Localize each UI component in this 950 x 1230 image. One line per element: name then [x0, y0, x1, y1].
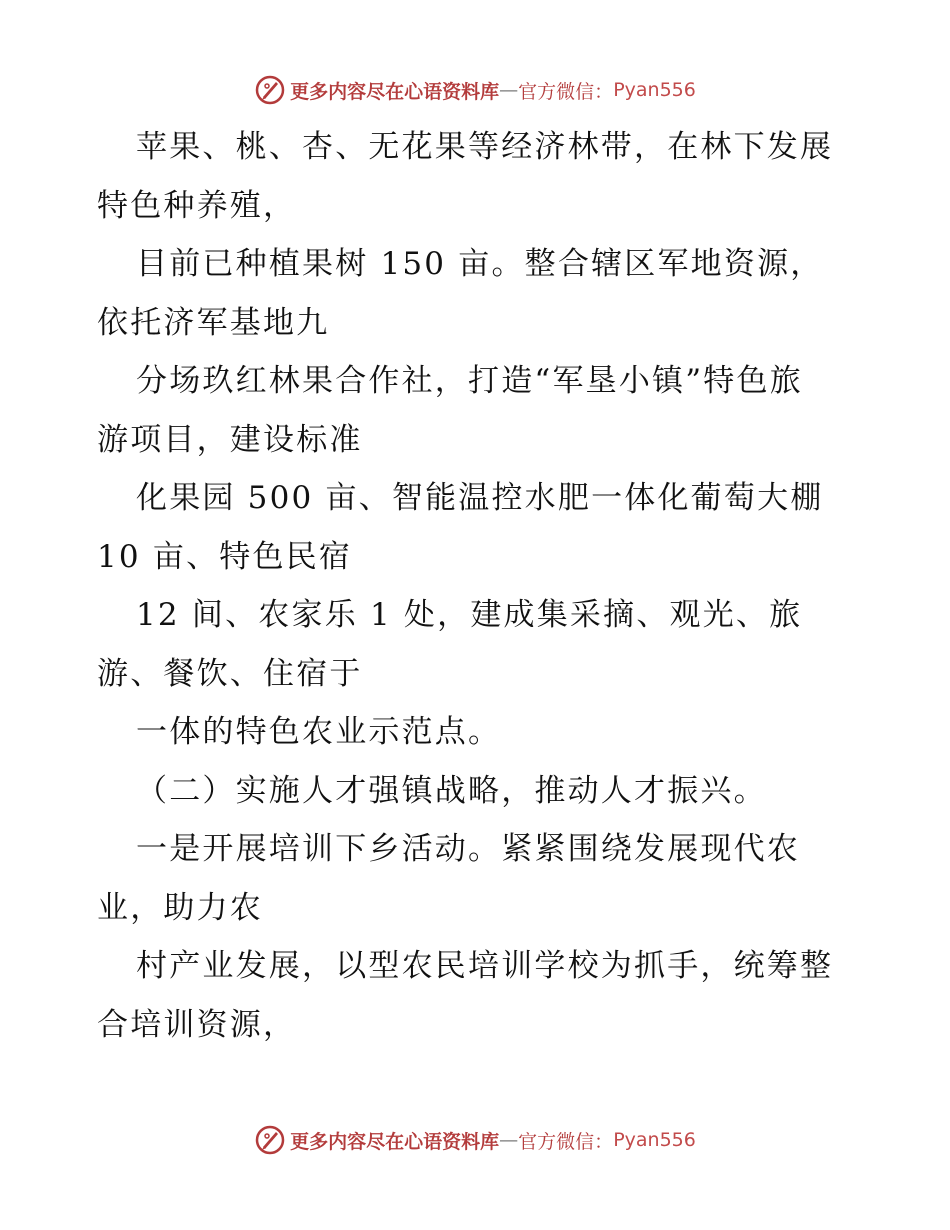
footer-account: Pyan556 — [613, 1129, 696, 1151]
text-line-11: 一体的特色农业示范点。 — [136, 714, 502, 750]
feather-pen-logo-icon — [254, 1124, 286, 1156]
footer-separator: — — [499, 1129, 519, 1151]
feather-pen-logo-icon — [254, 74, 286, 106]
text-line-14: 业，助力农 — [97, 889, 263, 926]
text-line-4: 依托济军基地九 — [97, 304, 330, 341]
text-line-1: 苹果、桃、杏、无花果等经济林带，在林下发展 — [136, 129, 834, 165]
text-line-10: 游、餐饮、住宿于 — [97, 655, 363, 692]
text-line-6: 游项目，建设标准 — [97, 421, 363, 458]
footer-watermark — [0, 1120, 950, 1160]
text-line-15: 村产业发展，以型农民培训学校为抓手，统筹整 — [136, 948, 834, 984]
text-line-13: 一是开展培训下乡活动。紧紧围绕发展现代农 — [136, 831, 800, 867]
document-body — [97, 118, 897, 1054]
header-brand: 更多内容尽在心语资料库 — [290, 80, 500, 103]
text-line-3: 目前已种植果树 150 亩。整合辖区军地资源， — [136, 246, 824, 282]
text-line-8: 10 亩、特色民宿 — [97, 538, 353, 575]
text-line-2: 特色种养殖， — [97, 187, 297, 224]
text-line-5: 分场玖红林果合作社，打造“军垦小镇”特色旅 — [136, 363, 803, 399]
text-line-16: 合培训资源， — [97, 1006, 297, 1043]
header-separator: — — [499, 79, 519, 101]
text-line-7: 化果园 500 亩、智能温控水肥一体化葡萄大棚 — [136, 480, 824, 516]
footer-official-label: 官方微信： — [518, 1130, 614, 1153]
footer-brand: 更多内容尽在心语资料库 — [290, 1130, 500, 1153]
text-line-9: 12 间、农家乐 1 处，建成集采摘、观光、旅 — [136, 597, 803, 633]
header-official-label: 官方微信： — [518, 80, 614, 103]
section-heading: （二）实施人才强镇战略，推动人才振兴。 — [136, 772, 767, 809]
header-watermark — [0, 70, 950, 110]
header-account: Pyan556 — [613, 79, 696, 101]
